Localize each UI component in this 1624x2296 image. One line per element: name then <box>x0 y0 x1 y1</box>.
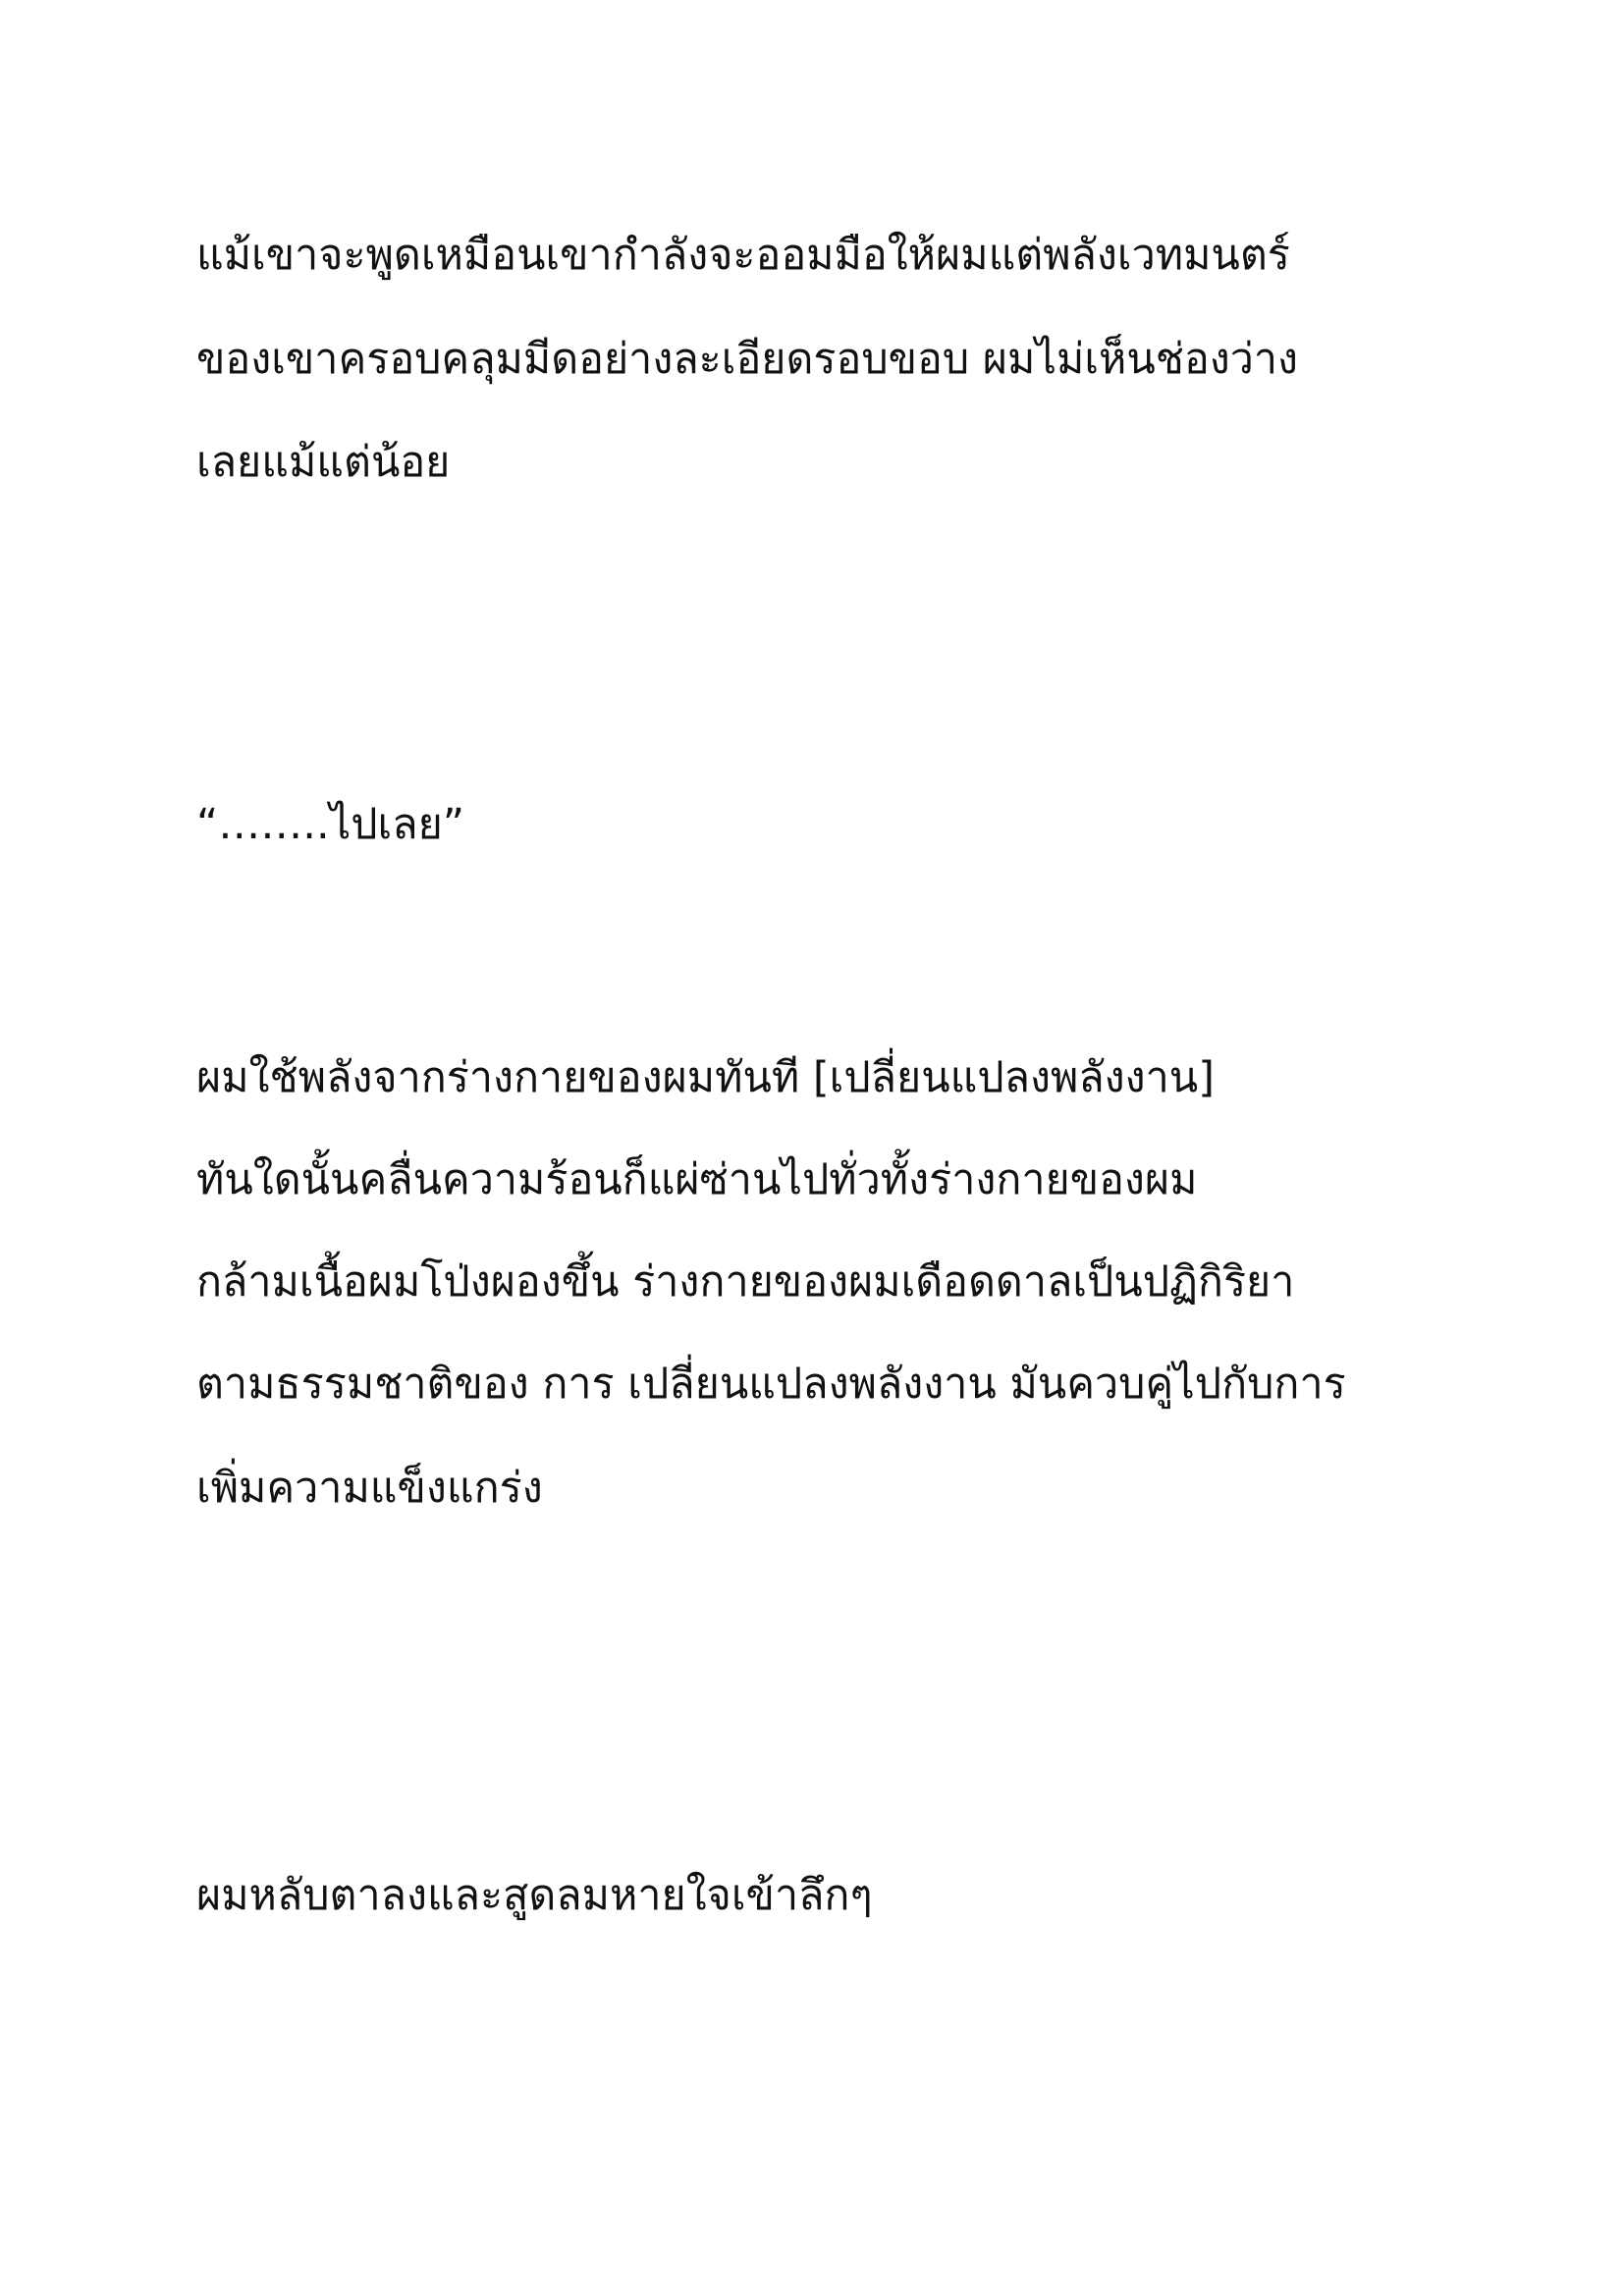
text-line-1: แม้เขาจะพูดเหมือนเขากำลังจะออมมือให้ผมแต่พลังเวทมนตร์ <box>196 231 1290 280</box>
text-line-10: ผมหลับตาลงและสูดลมหายใจเข้าลึกๆ <box>196 1871 873 1920</box>
text-line-8: ตามธรรมชาติของ การ เปลี่ยนแปลงพลังงาน มันควบคู่ไปกับการ <box>196 1360 1346 1409</box>
text-line-9: เพิ่มความแข็งแกร่ง <box>196 1464 543 1513</box>
dialogue-line: “……..ไปเลย” <box>196 800 465 849</box>
text-line-7: กล้ามเนื้อผมโป่งผองขึ้น ร่างกายของผมเดือดดาลเป็นปฏิกิริยา <box>196 1257 1295 1307</box>
text-line-3: เลยแม้แต่น้อย <box>196 438 451 487</box>
text-line-2: ของเขาครอบคลุมมีดอย่างละเอียดรอบขอบ ผมไม่เห็นช่องว่าง <box>196 335 1299 384</box>
text-line-5: ผมใช้พลังจากร่างกายของผมทันที [เปลี่ยนแปลงพลังงาน] <box>196 1053 1215 1102</box>
text-line-6: ทันใดนั้นคลื่นความร้อนก็แผ่ซ่านไปทั่วทั้งร่างกายของผม <box>196 1155 1198 1204</box>
